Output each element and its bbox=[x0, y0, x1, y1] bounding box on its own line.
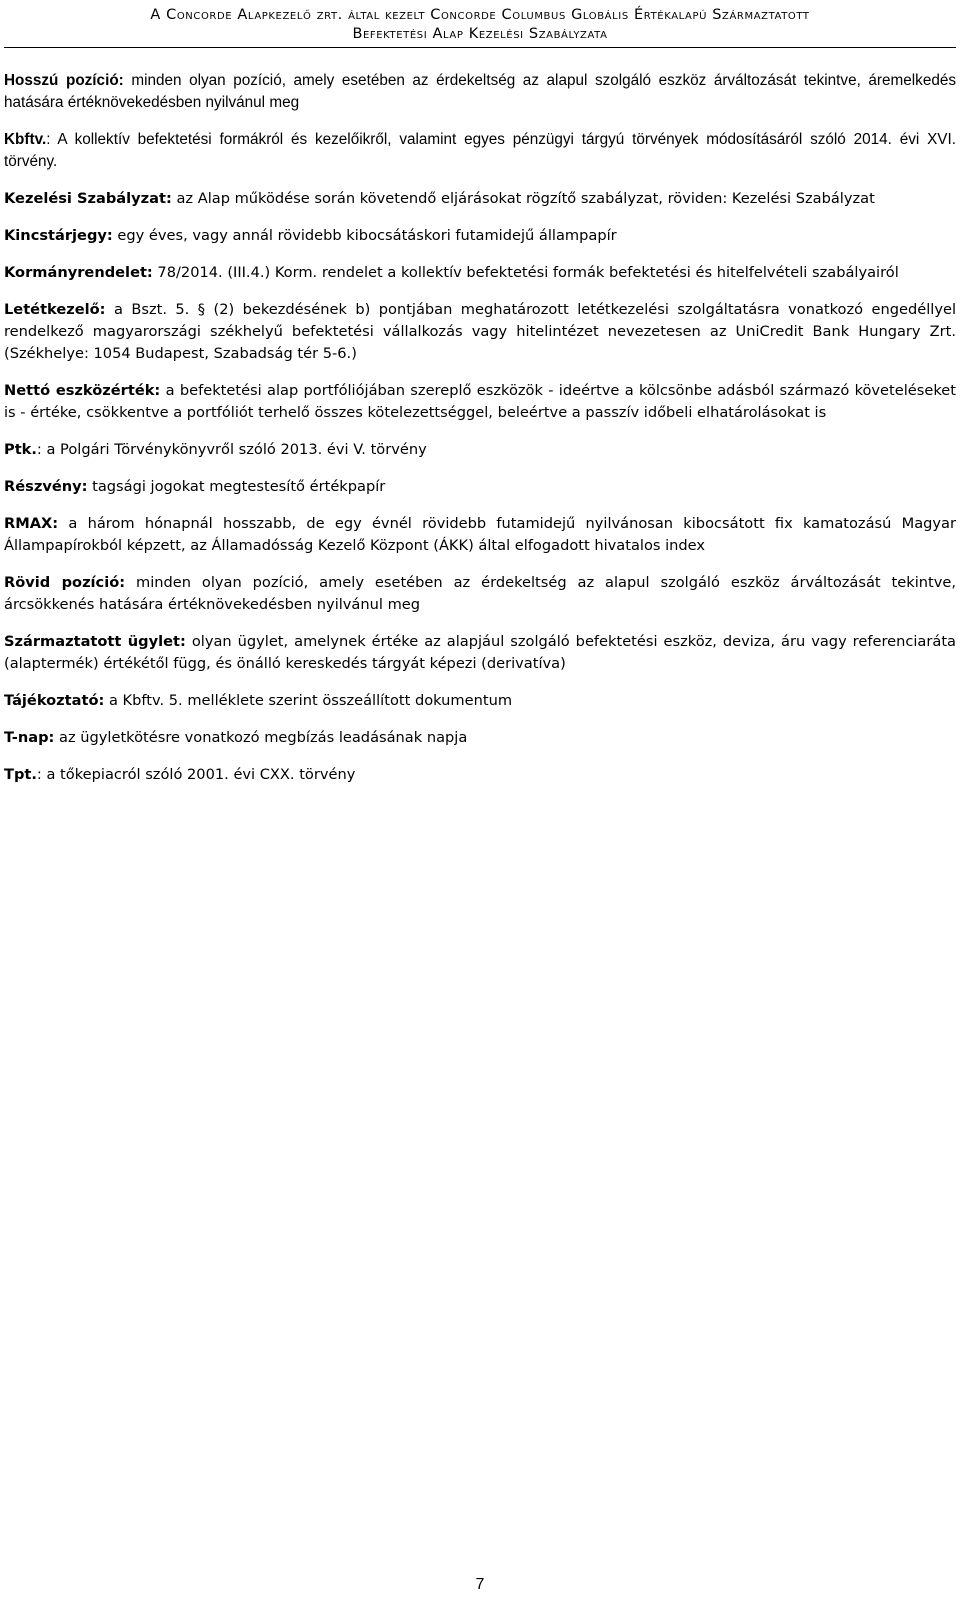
definition-term: Kezelési Szabályzat: bbox=[4, 190, 172, 207]
definition-text: minden olyan pozíció, amely esetében az érdekeltség az alapul szolgáló eszköz árváltozását tekintve, áremelkedés hatására értéknövekedésben nyilvánul meg bbox=[4, 72, 956, 111]
definition-term: T-nap: bbox=[4, 729, 55, 746]
definition-kincstarjegy bbox=[4, 225, 956, 247]
definition-kormanyrendelet bbox=[4, 262, 956, 284]
definition-term: Kincstárjegy: bbox=[4, 227, 113, 244]
definition-text: minden olyan pozíció, amely esetében az érdekeltség az alapul szolgáló eszköz árváltozását tekintve, árcsökkenés hatására értéknövekedésben nyilvánul meg bbox=[4, 574, 956, 613]
definition-letetkezelo bbox=[4, 299, 956, 365]
definition-text: a három hónapnál hosszabb, de egy évnél rövidebb futamidejű nyilvánosan kibocsátott fix kamatozású Magyar Állampapírokból képzett, az Államadósság Kezelő Központ (ÁKK) által elfogadott hivatalos index bbox=[4, 515, 956, 554]
definition-reszveny bbox=[4, 476, 956, 498]
definition-tpt bbox=[4, 764, 956, 786]
definition-text: : a Polgári Törvénykönyvről szóló 2013. évi V. törvény bbox=[36, 441, 427, 458]
definition-netto-eszkozertek bbox=[4, 380, 956, 424]
definitions-list bbox=[4, 70, 956, 801]
definition-term: Származtatott ügylet: bbox=[4, 633, 186, 650]
definition-text: olyan ügylet, amelynek értéke az alapjául szolgáló befektetési eszköz, deviza, áru vagy referenciaráta (alaptermék) értékétől függ, és önálló kereskedés tárgyát képezi (derivatíva) bbox=[4, 633, 956, 672]
definition-t-nap bbox=[4, 727, 956, 749]
definition-term: Tpt. bbox=[4, 766, 37, 783]
header-title-line-1: A Concorde Alapkezelő zrt. által kezelt Concorde Columbus Globális Értékalapú Származtatott bbox=[150, 7, 810, 23]
definition-term: Kbftv. bbox=[4, 131, 47, 148]
definition-kezelesi-szabalyzat bbox=[4, 188, 956, 210]
definition-ptk bbox=[4, 439, 956, 461]
definition-szarmaztatott-ugylet bbox=[4, 631, 956, 675]
definition-text: : a tőkepiacról szóló 2001. évi CXX. törvény bbox=[36, 766, 356, 783]
definition-tajekoztato bbox=[4, 690, 956, 712]
definition-term: Ptk. bbox=[4, 441, 37, 458]
definition-text: 78/2014. (III.4.) Korm. rendelet a kollektív befektetési formák befektetési és hitelfelvételi szabályairól bbox=[152, 264, 899, 281]
definition-rmax bbox=[4, 513, 956, 557]
definition-term: RMAX: bbox=[4, 515, 59, 532]
definition-text: a befektetési alap portfóliójában szereplő eszközök - ideértve a kölcsönbe adásból származó követeléseket is - értéke, csökkentve a portfóliót terhelő összes kötelezettséggel, beleértve a passzív időbeli elhatárolásokat is bbox=[4, 382, 956, 421]
definition-text: tagsági jogokat megtestesítő értékpapír bbox=[87, 478, 386, 495]
definition-text: az Alap működése során követendő eljárásokat rögzítő szabályzat, röviden: Kezelési Szabályzat bbox=[171, 190, 875, 207]
definition-text: a Kbftv. 5. melléklete szerint összeállított dokumentum bbox=[104, 692, 513, 709]
definition-term: Hosszú pozíció: bbox=[4, 72, 124, 89]
definition-term: Részvény: bbox=[4, 478, 88, 495]
definition-rovid-pozicio bbox=[4, 572, 956, 616]
definition-text: a Bszt. 5. § (2) bekezdésének b) pontjában meghatározott letétkezelési szolgáltatásra vonatkozó engedéllyel rendelkező magyarországi székhelyű befektetési vállalkozás vagy hitelintézet nevezetesen az UniCredit Bank Hungary Zrt. (Székhelye: 1054 Budapest, Szabadság tér 5-6.) bbox=[4, 301, 956, 362]
definition-text: egy éves, vagy annál rövidebb kibocsátáskori futamidejű állampapír bbox=[112, 227, 617, 244]
definition-term: Nettó eszközérték: bbox=[4, 382, 161, 399]
definition-term: Letétkezelő: bbox=[4, 301, 106, 318]
definition-term: Rövid pozíció: bbox=[4, 574, 126, 591]
definition-text: az ügyletkötésre vonatkozó megbízás leadásának napja bbox=[54, 729, 468, 746]
header-title-line-2: Befektetési Alap Kezelési Szabályzata bbox=[352, 26, 608, 42]
page-number: 7 bbox=[475, 1576, 485, 1593]
definition-term: Kormányrendelet: bbox=[4, 264, 153, 281]
header-divider bbox=[4, 47, 956, 48]
definition-hosszu-pozicio bbox=[4, 70, 956, 114]
definition-text: : A kollektív befektetési formákról és kezelőikről, valamint egyes pénzügyi tárgyú törvények módosításáról szóló 2014. évi XVI. törvény. bbox=[4, 131, 956, 170]
definition-kbftv bbox=[4, 129, 956, 173]
definition-term: Tájékoztató: bbox=[4, 692, 105, 709]
